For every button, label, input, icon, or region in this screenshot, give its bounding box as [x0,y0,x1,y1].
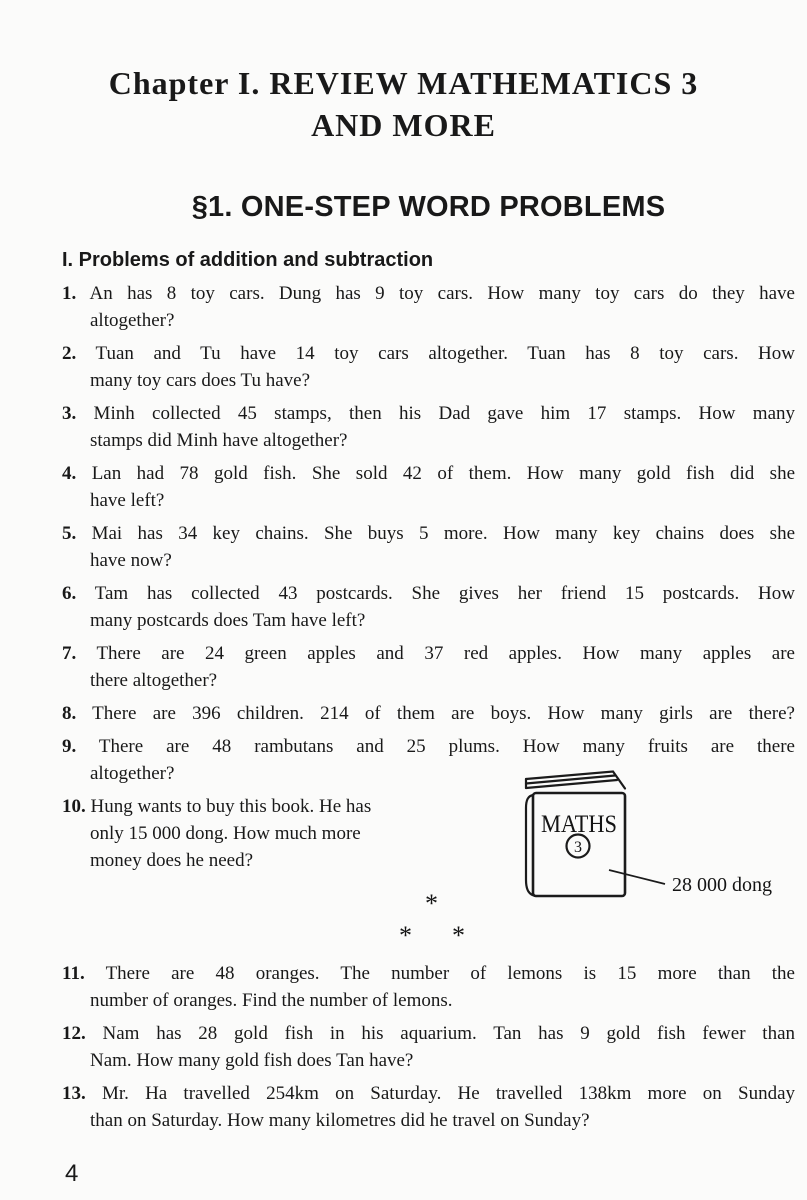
problem-line: there altogether? [90,670,218,691]
problem-line: many postcards does Tam have left? [90,610,366,631]
problem-number: 3. [62,403,77,424]
problem-text: Tuan and Tu have 14 toy cars altogether. Tuan has 8 toy cars. How [95,343,795,364]
problem-line [62,400,795,427]
problem-line: only 15 000 dong. How much more [90,823,361,844]
problem-line: stamps did Minh have altogether? [90,430,348,451]
chapter-title-line2: AND MORE [311,107,496,143]
problem-number: 12. [62,1023,86,1044]
problem-line [62,700,795,727]
problem-text: Mai has 34 key chains. She buys 5 more. How many key chains does she [91,523,795,544]
chapter-title [0,62,807,146]
problem-text: Tam has collected 43 postcards. She gives her friend 15 postcards. How [94,583,795,604]
problem-item-4 [62,460,795,514]
problem-line: Nam. How many gold fish does Tan have? [90,1050,414,1071]
problem-line: number of oranges. Find the number of lemons. [90,990,453,1011]
problem-list [62,280,795,1134]
problem-line: have left? [90,490,165,511]
asterisk-top: * [425,889,438,918]
problem-line: altogether? [90,310,175,331]
problem-item-2 [62,340,795,394]
problem-text: There are 24 green apples and 37 red apples. How many apples are [96,643,795,664]
page-content [62,190,795,1188]
problem-line [62,1020,795,1047]
problem-line [62,520,795,547]
problem-item-5 [62,520,795,574]
problem-number: 5. [62,523,77,544]
book-price-figure [505,760,797,910]
problem-number: 10. [62,796,86,817]
problem-line [62,733,795,760]
problem-line [62,960,795,987]
problem-number: 7. [62,643,77,664]
page-number: 4 [65,1160,79,1187]
problem-text: There are 396 children. 214 of them are boys. How many girls are there? [92,703,795,724]
problem-item-3 [62,400,795,454]
problem-line: many toy cars does Tu have? [90,370,311,391]
subsection-heading: I. Problems of addition and subtraction [62,249,434,271]
problem-text: There are 48 oranges. The number of lemons is 15 more than the [105,963,795,984]
problem-line [62,640,795,667]
problem-number: 13. [62,1083,86,1104]
price-label: 28 000 dong [672,874,772,896]
problem-text: Lan had 78 gold fish. She sold 42 of them. How many gold fish did she [91,463,796,484]
problem-text: Minh collected 45 stamps, then his Dad gave him 17 stamps. How many [93,403,795,424]
problem-line [62,580,795,607]
problem-text: Hung wants to buy this book. He has [90,796,372,817]
section-title: §1. ONE-STEP WORD PROBLEMS [191,191,666,223]
problem-number: 6. [62,583,77,604]
problem-item-7 [62,640,795,694]
problem-item-13 [62,1080,795,1134]
problem-line [62,280,795,307]
chapter-title-line1: Chapter I. REVIEW MATHEMATICS 3 [108,65,699,101]
problem-line: than on Saturday. How many kilometres did he travel on Sunday? [90,1110,590,1131]
problem-number: 11. [62,963,85,984]
problem-item-8 [62,700,795,727]
problem-number: 8. [62,703,77,724]
book-cover-level: 3 [574,839,582,856]
book-illustration [526,772,665,897]
problem-line: altogether? [90,763,175,784]
problem-line: have now? [90,550,172,571]
asterisk-left: * [399,921,412,950]
problem-text: An has 8 toy cars. Dung has 9 toy cars. How many toy cars do they have [89,283,795,304]
problem-item-6 [62,580,795,634]
asterisk-right: * [452,921,465,950]
problem-item-12 [62,1020,795,1074]
problem-text: Nam has 28 gold fish in his aquarium. Tan has 9 gold fish fewer than [102,1023,796,1044]
problem-number: 1. [62,283,77,304]
problem-number: 9. [62,736,77,757]
problem-line [62,1080,795,1107]
problem-number: 2. [62,343,77,364]
problem-text: There are 48 rambutans and 25 plums. How many fruits are there [98,736,795,757]
problem-item-1 [62,280,795,334]
problem-line: money does he need? [90,850,254,871]
problem-line [62,460,795,487]
problem-line [62,793,508,820]
problem-line [62,340,795,367]
problem-item-10 [62,793,508,874]
problem-text: Mr. Ha travelled 254km on Saturday. He travelled 138km more on Sunday [101,1083,795,1104]
book-cover-title: MATHS [541,811,617,838]
problem-item-11 [62,960,795,1014]
problem-number: 4. [62,463,77,484]
